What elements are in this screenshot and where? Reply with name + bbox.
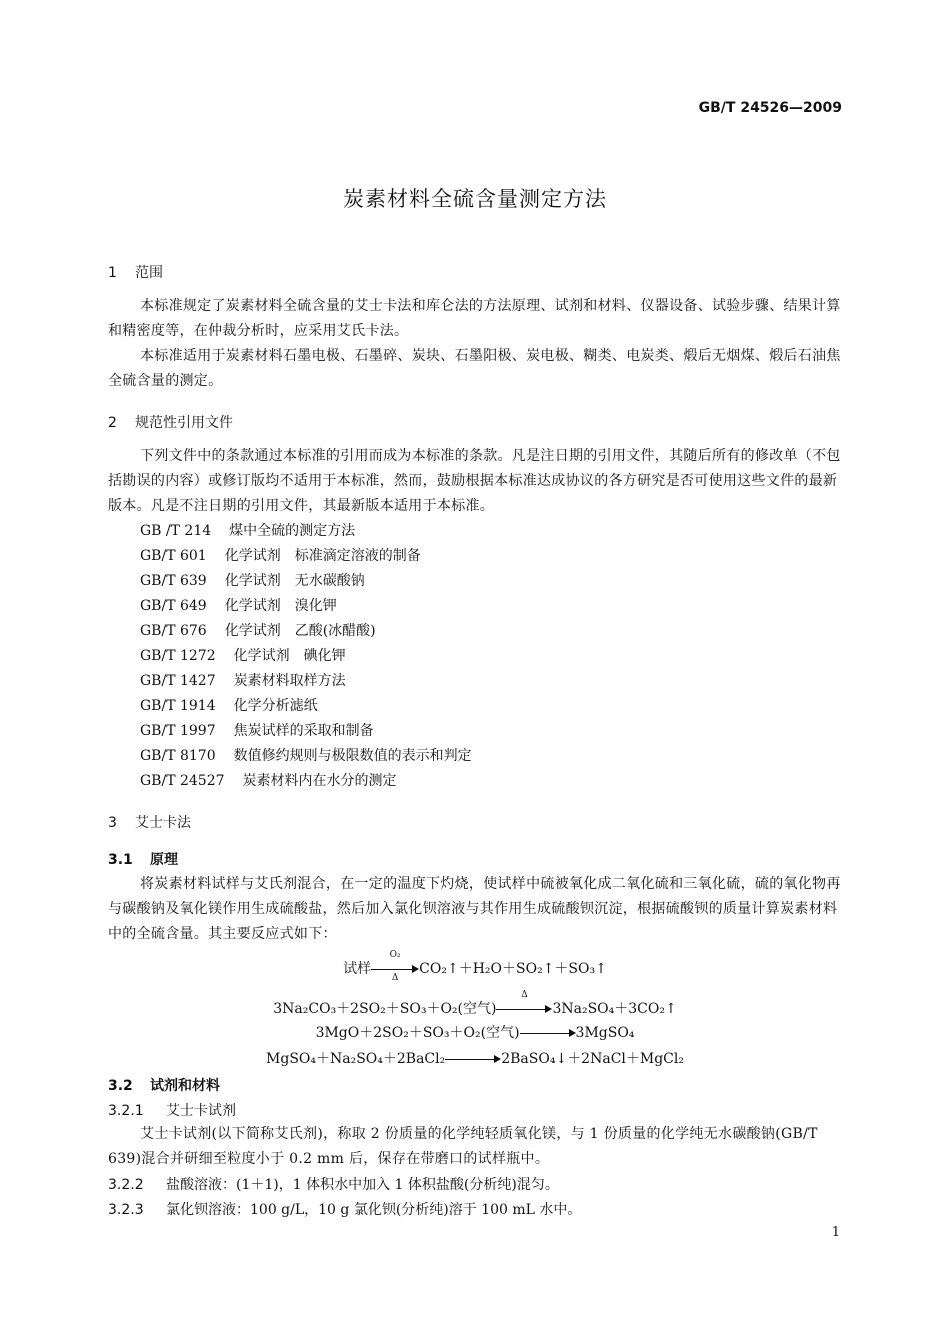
reaction-equation-2 [0,990,950,1018]
reference-item [140,619,376,644]
reference-title: 焦炭试样的采取和制备 [233,723,374,739]
reference-code: GB/T 639 [140,573,207,589]
equation-right: 3MgSO₄ [575,1025,635,1041]
reference-item [140,769,397,794]
reference-code: GB/T 24527 [140,773,225,789]
subsection-title: 艾士卡试剂 [166,1103,236,1119]
reference-item [140,594,337,619]
subsection-3-2-1-heading [108,1100,236,1120]
reaction-arrow-icon [371,950,419,983]
reference-title: 煤中全硫的测定方法 [229,523,356,539]
subsection-3-2-1-paragraph: 艾士卡试剂(以下简称艾氏剂)，称取 2 份质量的化学纯轻质氧化镁，与 1 份质量的化学纯无水碳酸钠(GB/T 639)混合并研细至粒度小于 0.2 mm 后，保存在带磨口的试样瓶中。 [108,1126,818,1167]
reference-item [140,719,374,744]
reference-item [140,569,365,594]
reference-title: 化学试剂 溴化钾 [224,598,337,614]
reference-title: 炭素材料取样方法 [233,673,346,689]
section-title: 范围 [135,265,163,281]
reaction-equation-3 [0,1022,950,1042]
reference-code: GB/T 649 [140,598,207,614]
equation-right: 2BaSO₄↓＋2NaCl＋MgCl₂ [501,1051,684,1067]
reference-title: 化学试剂 无水碳酸钠 [224,573,365,589]
reference-code: GB/T 601 [140,548,207,564]
subsection-3-1-paragraph: 将炭素材料试样与艾氏剂混合，在一定的温度下灼烧，使试样中硫被氧化成二氧化硫和三氧化硫，硫的氧化物再与碳酸钠及氧化镁作用生成硫酸盐，然后加入氯化钡溶液与其作用生成硫酸钡沉淀，根据硫酸钡的质量计算炭素材料中的全硫含量。其主要反应式如下： [108,876,841,942]
reaction-equation-4 [0,1048,950,1068]
equation-left: 3MgO＋2SO₂＋SO₃＋O₂(空气) [315,1025,520,1041]
reference-title: 化学分析滤纸 [233,698,318,714]
section-3-heading [108,812,191,832]
reaction-arrow-icon [445,1052,501,1066]
subsection-title: 原理 [150,852,178,868]
section-1-paragraph-2: 本标准适用于炭素材料石墨电极、石墨碎、炭块、石墨阳极、炭电极、糊类、电炭类、煅后无烟煤、煅后石油焦全硫含量的测定。 [108,348,841,389]
equation-left: MgSO₄＋Na₂SO₄＋2BaCl₂ [266,1051,446,1067]
arrow-condition-below: Δ [391,973,399,983]
subsection-3-2-3 [108,1199,581,1219]
section-number: 1 [108,265,117,281]
reference-code: GB/T 1997 [140,723,216,739]
reference-code: GB/T 1427 [140,673,216,689]
page-number: 1 [831,1225,840,1240]
reference-title: 炭素材料内在水分的测定 [242,773,397,789]
section-title: 规范性引用文件 [135,415,233,431]
section-number: 3 [108,815,117,831]
subsection-text: 氯化钡溶液：100 g/L，10 g 氯化钡(分析纯)溶于 100 mL 水中。 [166,1202,582,1218]
section-1-paragraph-1: 本标准规定了炭素材料全硫含量的艾士卡法和库仑法的方法原理、试剂和材料、仪器设备、试验步骤、结果计算和精密度等，在仲裁分析时，应采用艾氏卡法。 [108,298,841,339]
standard-number: GB/T 24526—2009 [698,100,842,116]
reaction-arrow-icon [520,1026,576,1040]
reference-code: GB/T 1914 [140,698,216,714]
subsection-3-2-heading [108,1075,220,1095]
section-title: 艾士卡法 [135,815,191,831]
reference-item [140,544,421,569]
reference-title: 数值修约规则与极限数值的表示和判定 [233,748,472,764]
subsection-number: 3.2.3 [108,1202,144,1218]
reference-title: 化学试剂 标准滴定溶液的制备 [224,548,421,564]
arrow-condition-above: Δ [521,990,528,1000]
section-number: 2 [108,415,117,431]
subsection-text: 盐酸溶液：(1＋1)，1 体积水中加入 1 体积盐酸(分析纯)混匀。 [166,1177,559,1193]
reaction-equation-1 [0,950,950,983]
reference-code: GB/T 676 [140,623,207,639]
subsection-title: 试剂和材料 [150,1078,220,1094]
subsection-3-2-2 [108,1174,559,1194]
reference-item [140,694,318,719]
equation-right: CO₂↑＋H₂O＋SO₂↑＋SO₃↑ [419,961,607,977]
subsection-number: 3.2 [108,1078,133,1094]
equation-right: 3Na₂SO₄＋3CO₂↑ [552,1001,677,1017]
reference-code: GB/T 1272 [140,648,216,664]
subsection-number: 3.2.2 [108,1177,144,1193]
reference-code: GB /T 214 [140,523,212,539]
reference-title: 化学试剂 乙酸(冰醋酸) [224,623,376,639]
equation-left: 试样 [343,961,372,977]
reaction-arrow-icon [496,990,552,1016]
section-2-heading [108,412,233,432]
reference-item [140,744,472,769]
subsection-number: 3.1 [108,852,133,868]
subsection-3-1-heading [108,849,178,869]
arrow-condition-above: O₂ [389,950,401,960]
subsection-number: 3.2.1 [108,1103,144,1119]
section-2-paragraph-1: 下列文件中的条款通过本标准的引用而成为本标准的条款。凡是注日期的引用文件，其随后所有的修改单（不包括勘误的内容）或修订版均不适用于本标准，然而，鼓励根据本标准达成协议的各方研究是否可使用这些文件的最新版本。凡是不注日期的引用文件，其最新版本适用于本标准。 [108,448,841,514]
equation-left: 3Na₂CO₃＋2SO₂＋SO₃＋O₂(空气) [273,1001,497,1017]
reference-item [140,519,355,544]
reference-title: 化学试剂 碘化钾 [233,648,346,664]
document-title: 炭素材料全硫含量测定方法 [343,187,607,211]
reference-item [140,644,346,669]
reference-item [140,669,346,694]
reference-code: GB/T 8170 [140,748,216,764]
section-1-heading [108,262,163,282]
